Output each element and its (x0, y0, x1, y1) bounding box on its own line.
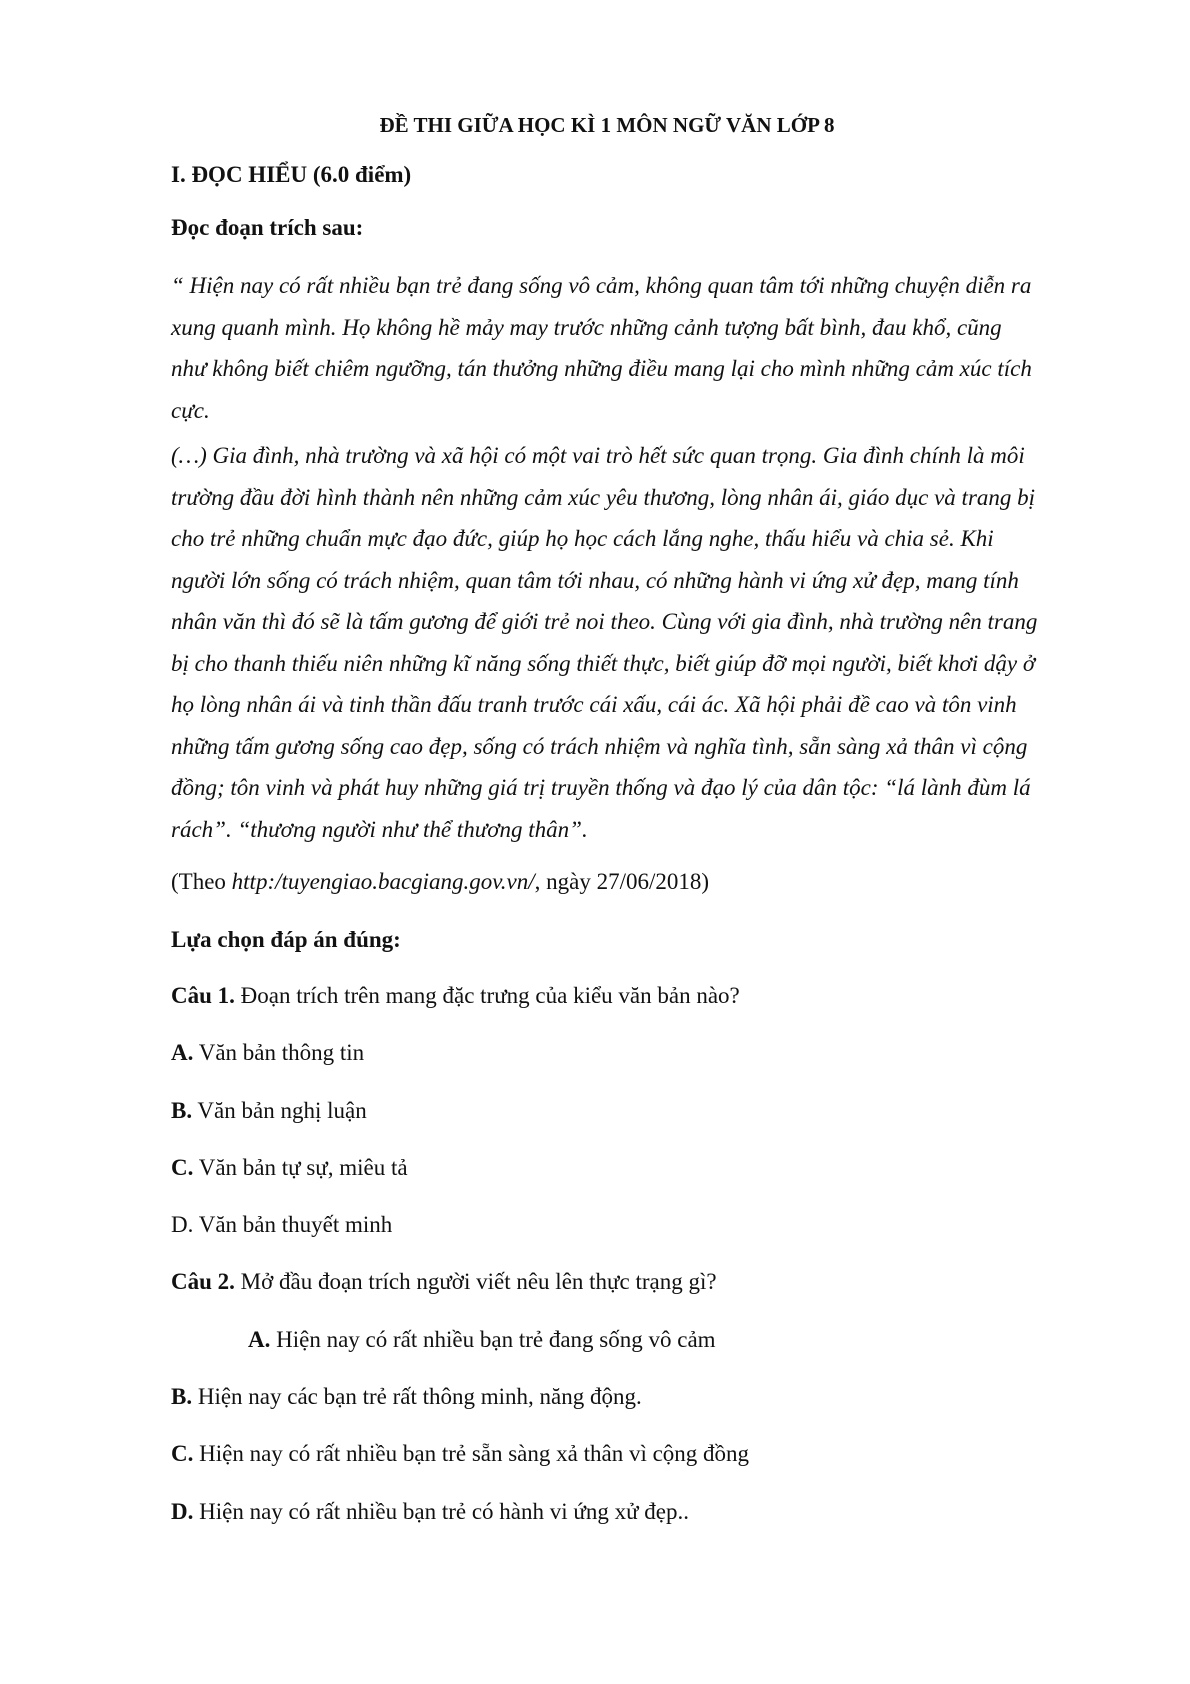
option-letter: D. (171, 1499, 194, 1524)
passage-line: trường đầu đời hình thành nên những cảm xúc yêu thương, lòng nhân ái, giáo dục và trang bị (171, 484, 1036, 510)
source-prefix: (Theo (171, 869, 232, 894)
passage-line: cho trẻ những chuẩn mực đạo đức, giúp họ học cách lắng nghe, thấu hiểu và chia sẻ. Khi (171, 526, 994, 551)
q1-option-c (171, 1153, 408, 1183)
source-suffix: , ngày 27/06/2018) (534, 869, 710, 894)
question-2 (171, 1267, 717, 1297)
q1-option-b (171, 1096, 367, 1126)
question-1 (171, 981, 740, 1011)
q2-option-d (171, 1497, 689, 1527)
q2-option-a (248, 1325, 716, 1355)
passage-paragraph-2 (171, 435, 1071, 850)
exam-title: ĐỀ THI GIỮA HỌC KÌ 1 MÔN NGỮ VĂN LỚP 8 (379, 113, 835, 137)
q1-option-a (171, 1038, 364, 1068)
section-heading-reading: I. ĐỌC HIỂU (6.0 điểm) (171, 162, 412, 187)
q1-option-d (171, 1210, 392, 1240)
question-text: Mở đầu đoạn trích người viết nêu lên thực trạng gì? (234, 1269, 717, 1294)
passage-line: rách”. “thương người như thể thương thân”. (171, 816, 588, 842)
passage-line: như không biết chiêm ngưỡng, tán thưởng những điều mang lại cho mình những cảm xúc tích (171, 356, 1032, 381)
passage-line: những tấm gương sống cao đẹp, sống có trách nhiệm và nghĩa tình, sẵn sàng xả thân vì cộng (171, 733, 1028, 759)
option-letter: C. (171, 1441, 194, 1466)
passage-paragraph-1 (171, 265, 1071, 431)
option-letter: A. (171, 1040, 194, 1065)
read-prompt: Đọc đoạn trích sau: (171, 215, 364, 240)
q2-option-b (171, 1382, 642, 1412)
passage-line: nhân văn thì đó sẽ là tấm gương để giới trẻ noi theo. Cùng với gia đình, nhà trường nên trang (171, 609, 1038, 634)
option-letter: D. (171, 1212, 194, 1237)
source-citation (171, 867, 709, 897)
passage-line: họ lòng nhân ái và tinh thần đấu tranh trước cái xấu, cái ác. Xã hội phải đề cao và tôn vinh (171, 692, 1017, 717)
q2-option-c (171, 1439, 749, 1469)
question-label: Câu 2. (171, 1269, 235, 1294)
source-url: http:/tuyengiao.bacgiang.gov.vn/ (231, 869, 535, 894)
option-letter: B. (171, 1098, 193, 1123)
option-text: Văn bản tự sự, miêu tả (193, 1155, 408, 1180)
passage-line: người lớn sống có trách nhiệm, quan tâm tới nhau, có những hành vi ứng xử đẹp, mang tính (171, 567, 1019, 593)
passage-line: (…) Gia đình, nhà trường và xã hội có một vai trò hết sức quan trọng. Gia đình chính là môi (171, 443, 1025, 468)
option-letter: B. (171, 1384, 193, 1409)
option-text: Hiện nay có rất nhiều bạn trẻ có hành vi ứng xử đẹp.. (193, 1499, 690, 1524)
option-text: Hiện nay các bạn trẻ rất thông minh, năng động. (192, 1384, 642, 1409)
passage-line: bị cho thanh thiếu niên những kĩ năng sống thiết thực, biết giúp đỡ mọi người, biết khơi dậy ở (171, 650, 1036, 676)
question-label: Câu 1. (171, 983, 235, 1008)
passage-line: xung quanh mình. Họ không hề mảy may trước những cảnh tượng bất bình, đau khổ, cũng (171, 314, 1002, 340)
passage-line: “ Hiện nay có rất nhiều bạn trẻ đang sống vô cảm, không quan tâm tới những chuyện diễn ra (171, 273, 1032, 298)
option-letter: A. (248, 1327, 271, 1352)
option-text: Hiện nay có rất nhiều bạn trẻ sẵn sàng xả thân vì cộng đồng (193, 1441, 750, 1466)
option-text: Văn bản thông tin (193, 1040, 365, 1065)
passage-line: cực. (171, 397, 210, 423)
option-text: Hiện nay có rất nhiều bạn trẻ đang sống vô cảm (270, 1327, 716, 1352)
option-text: Văn bản nghị luận (192, 1098, 367, 1123)
question-text: Đoạn trích trên mang đặc trưng của kiểu văn bản nào? (234, 983, 740, 1008)
passage-line: đồng; tôn vinh và phát huy những giá trị truyền thống và đạo lý của dân tộc: “lá lành đùm lá (171, 775, 1031, 800)
choose-prompt: Lựa chọn đáp án đúng: (171, 927, 401, 952)
option-text: Văn bản thuyết minh (193, 1212, 393, 1237)
option-letter: C. (171, 1155, 194, 1180)
